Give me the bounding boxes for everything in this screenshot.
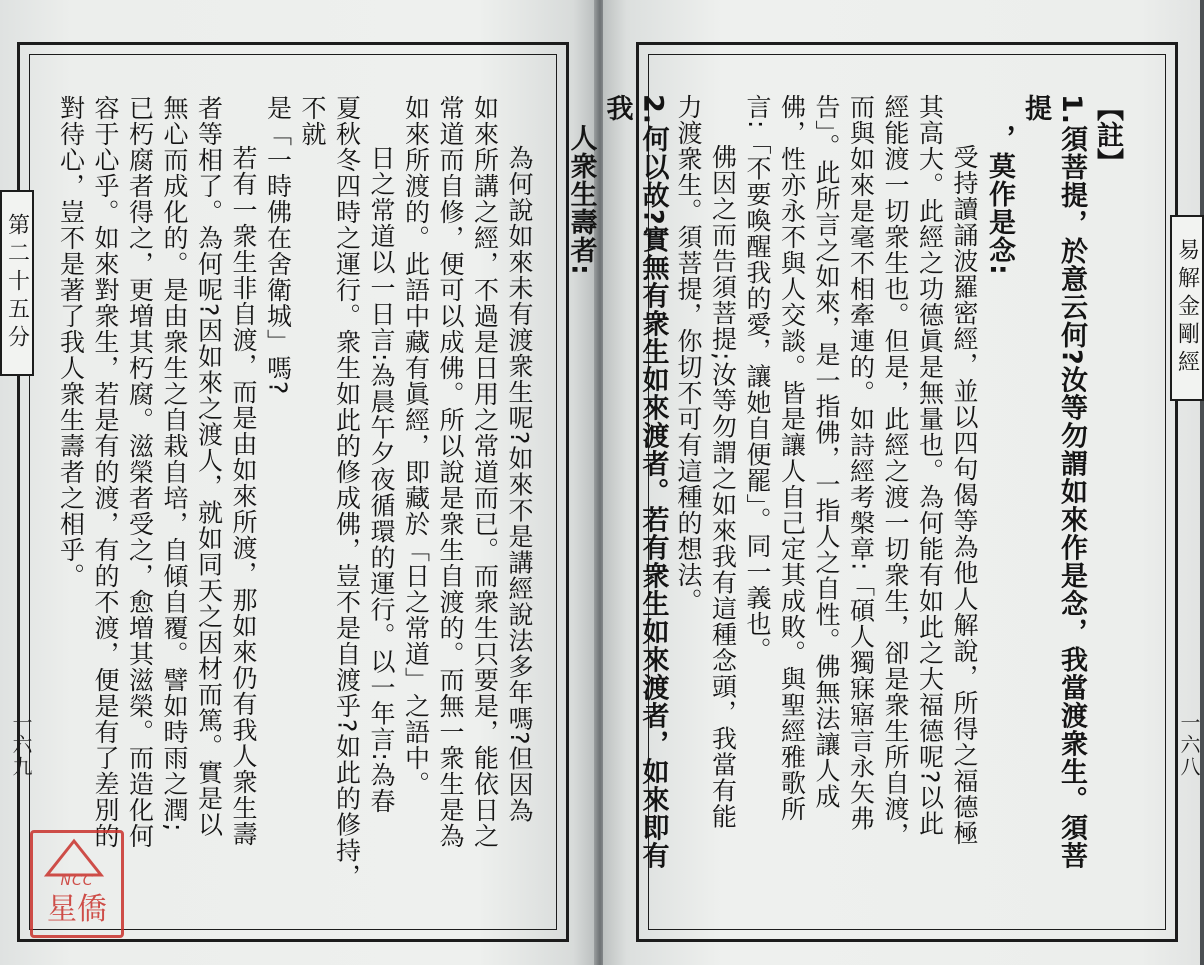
left-text-column: 容于心乎。如來對衆生，若是有的渡，有的不渡，便是有了差別的 bbox=[91, 95, 120, 849]
left-running-title-tab: 第二十五分 bbox=[0, 190, 34, 376]
right-text-column: ，莫作是念: bbox=[984, 123, 1015, 276]
left-text-column: 已朽腐者得之，更増其朽腐。滋榮者受之，愈増其滋榮。而造化何 bbox=[125, 95, 155, 849]
left-text-column: 若有一衆生非自渡，而是由如來所渡，那如來仍有我人衆生壽 bbox=[229, 145, 258, 847]
left-text-column: 為何說如來未有渡衆生呢?如來不是講經說法多年嗎?但因為 bbox=[505, 145, 534, 824]
note-heading: 【註】 bbox=[1092, 94, 1123, 175]
left-page-number: 一六九 bbox=[9, 712, 33, 778]
stamp-latin-text: NCC bbox=[60, 873, 94, 889]
right-text-column: 佛，性亦永不與人交談。皆是讓人自己定其成敗。與聖經雅歌所 bbox=[777, 94, 807, 822]
right-text-column: 人衆生壽者: bbox=[565, 123, 597, 276]
left-text-column: 如來所渡的。此語中藏有眞經，即藏於「日之常道」之語中。 bbox=[401, 95, 431, 797]
left-text-column: 對待心，豈不是著了我人衆生壽者之相乎。 bbox=[56, 95, 86, 589]
right-page-number: 一六八 bbox=[1177, 712, 1201, 778]
left-text-column: 是「一時佛在舍衛城」嗎? bbox=[263, 95, 293, 396]
right-text-column: 受持讀誦波羅密經，並以四句偈等為他人解說，所得之福德極 bbox=[950, 144, 979, 846]
right-page bbox=[565, 0, 1201, 965]
left-text-column: 如來所講之經，不過是日用之常道而已。而衆生只要是，能依日之 bbox=[470, 95, 500, 849]
right-text-column: 其高大。此經之功德眞是無量也。為何能有如此之大福德呢?以此 bbox=[915, 94, 945, 837]
ncc-stamp-logo bbox=[30, 830, 124, 938]
left-text-column: 者等相了。為何呢?因如來之渡人，就如同天之因材而篤。實是以 bbox=[194, 95, 224, 838]
right-running-title-tab: 易解金剛經 bbox=[1170, 215, 1204, 401]
left-text-column: 常道而自修，便可以成佛。所以說是衆生自渡的。而無一衆生是為 bbox=[436, 95, 465, 849]
right-page-body-text bbox=[565, 94, 1125, 890]
stamp-chinese-text: 星僑 bbox=[47, 892, 107, 927]
right-text-column: 1.須菩提，於意云何?汝等勿謂如來作是念，我當渡衆生。須菩提 bbox=[1020, 94, 1087, 870]
right-text-column: 佛因之而告須菩提;汝等勿謂之如來我有這種念頭，我當有能 bbox=[708, 144, 738, 830]
right-text-column: 而與如來是毫不相牽連的。如詩經考槃章:「碩人獨寐寤言永矢弗 bbox=[846, 94, 876, 832]
right-text-column: 言:「不要喚醒我的愛，讓她自便罷」。同一義也。 bbox=[743, 94, 772, 663]
left-page bbox=[0, 0, 597, 965]
left-page-body-text bbox=[56, 95, 536, 890]
left-text-column: 日之常道以一日言:為晨午夕夜循環的運行。以一年言:為春 bbox=[367, 145, 396, 814]
right-text-column: 力渡衆生。須菩提，你切不可有這種的想法。 bbox=[674, 94, 703, 614]
right-text-column: 2.何以故?實無有衆生如來渡者。若有衆生如來渡者，如來即有我 bbox=[601, 94, 669, 870]
right-text-column: 告」。此所言之如來，是一指佛，一指人之自性。佛無法讓人成 bbox=[812, 94, 841, 810]
right-text-column: 經能渡一切衆生也。但是，此經之渡一切衆生，卻是衆生所自渡， bbox=[881, 94, 910, 848]
left-text-column: 無心而成化的。是由衆生之自栽自培，自傾自覆。譬如時雨之潤; bbox=[160, 95, 189, 833]
left-text-column: 夏秋冬四時之運行。衆生如此的修成佛，豈不是自渡乎?如此的修持，不就 bbox=[298, 95, 362, 890]
